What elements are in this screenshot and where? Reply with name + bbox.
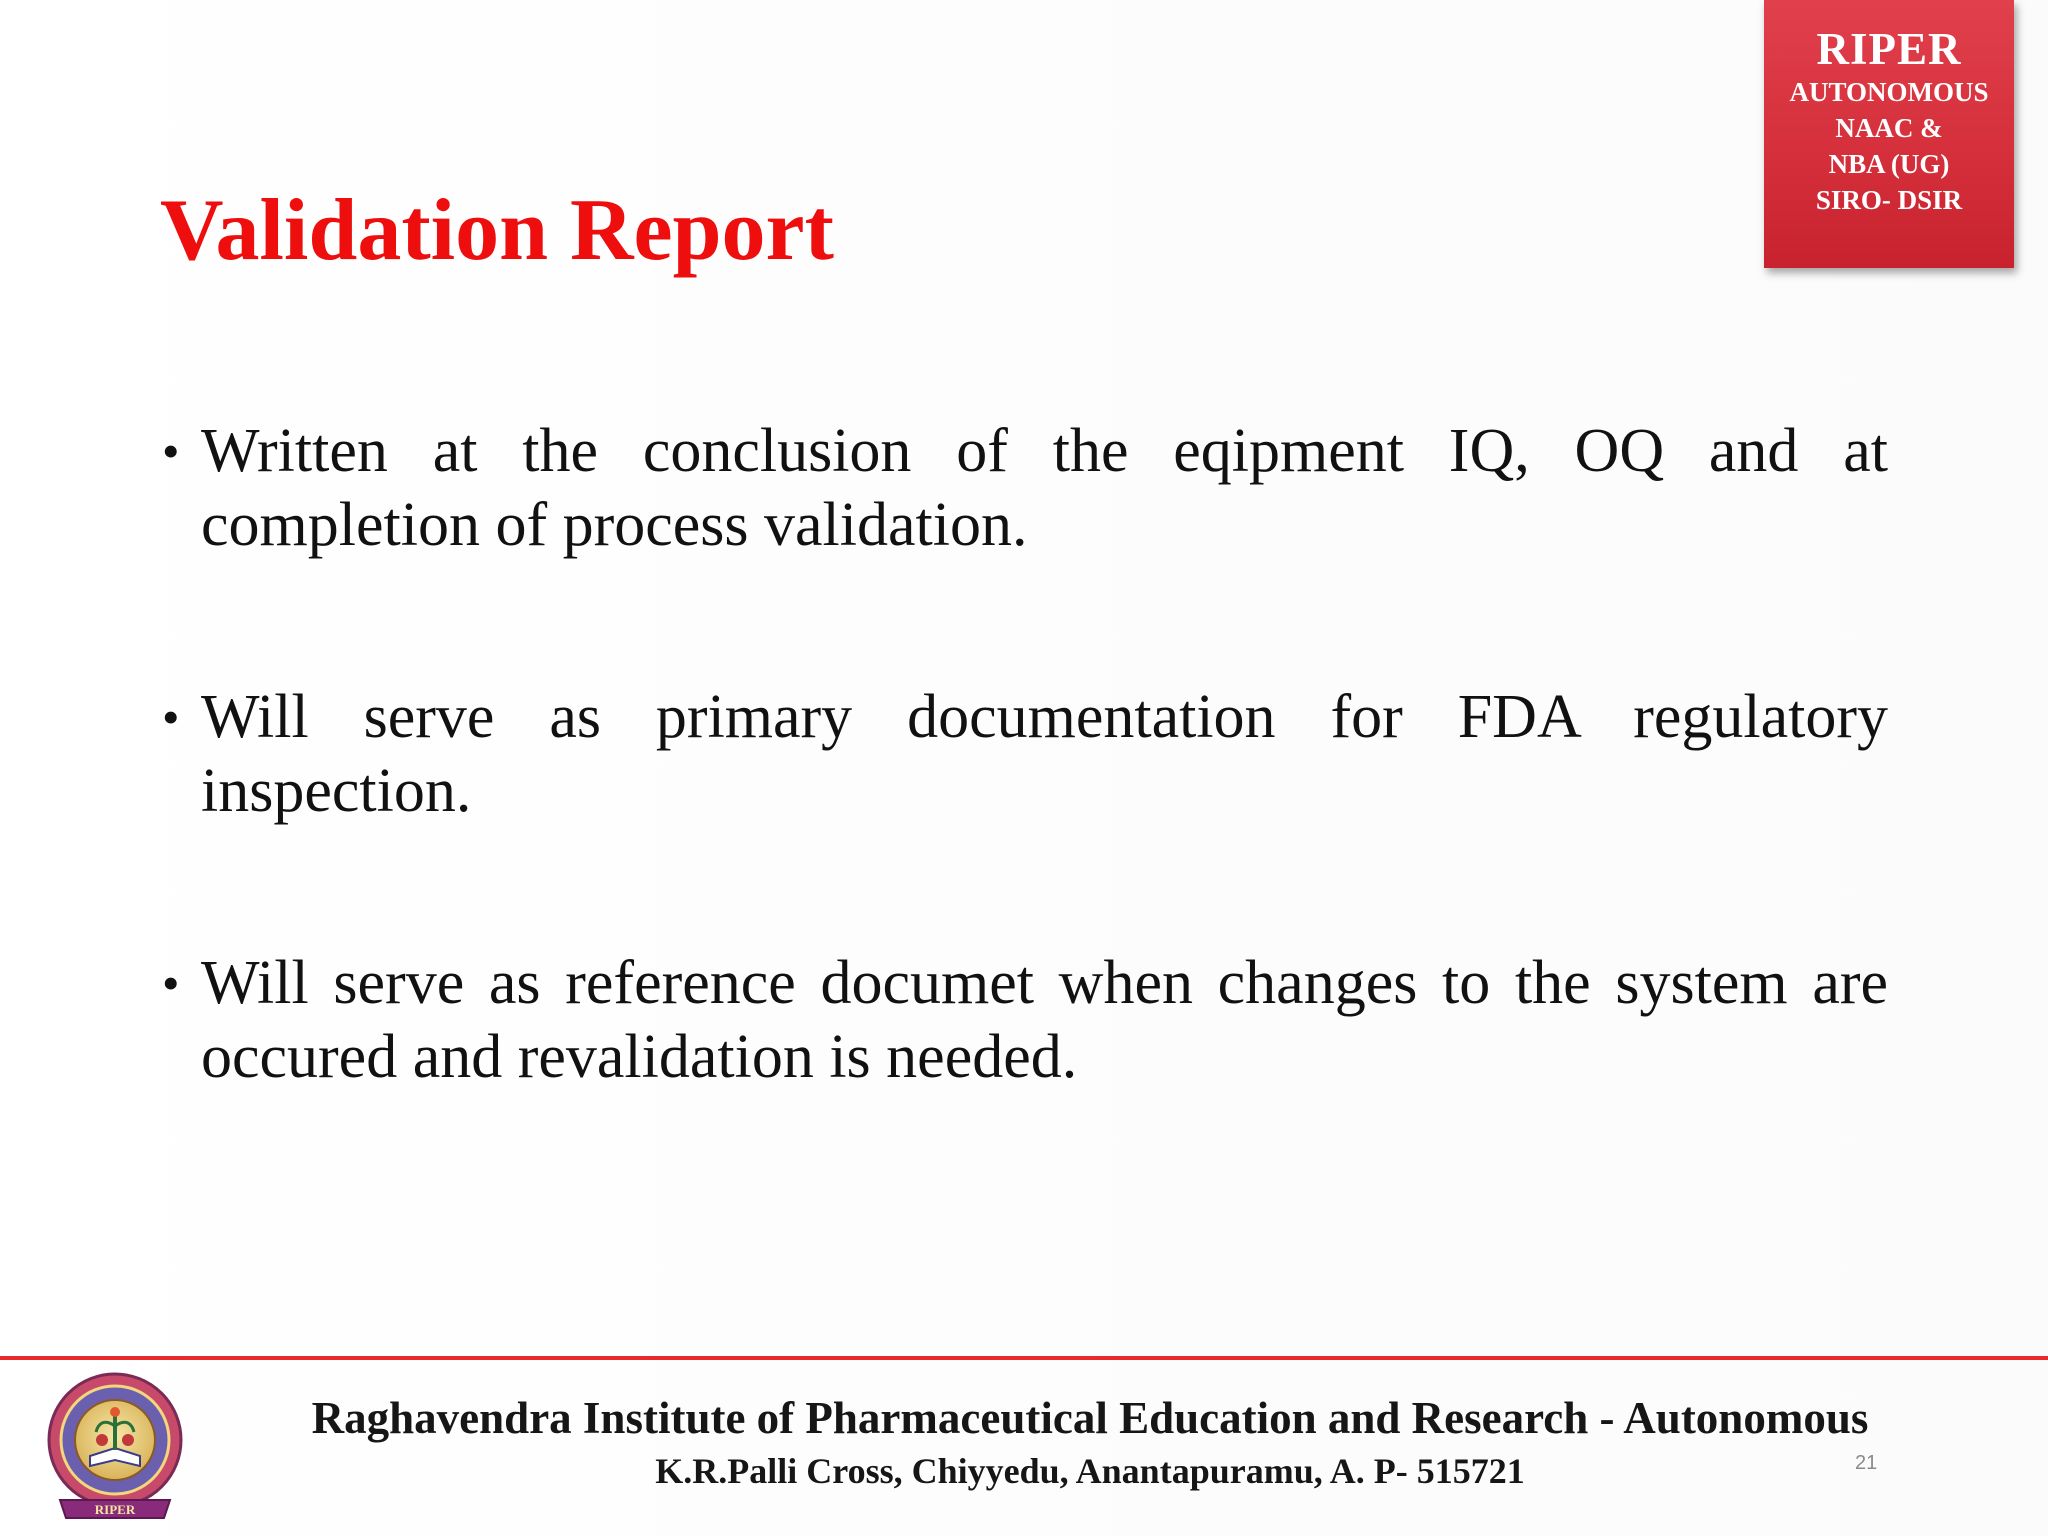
institute-address: K.R.Palli Cross, Chiyyedu, Anantapuramu, A. P- 515721	[655, 1451, 1525, 1491]
bullet-item	[160, 414, 1888, 562]
bullet-item	[160, 680, 1888, 828]
badge-line-siro: SIRO- DSIR	[1815, 185, 1963, 215]
bullet-dot-icon: •	[162, 689, 180, 745]
bullet-dot-icon: •	[162, 423, 180, 479]
bullet-text: Written at the conclusion of the eqipment IQ, OQ and at completion of process validation.	[201, 417, 1888, 559]
badge-line-nba: NBA (UG)	[1828, 149, 1950, 179]
accreditation-badge	[1764, 0, 2014, 268]
institute-name: Raghavendra Institute of Pharmaceutical Education and Research - Autonomous	[311, 1393, 1869, 1443]
bullet-dot-icon: •	[162, 955, 180, 1011]
badge-line-autonomous: AUTONOMOUS	[1789, 77, 1989, 107]
badge-line-naac: NAAC &	[1835, 113, 1943, 143]
page-number: 21	[1855, 1452, 1878, 1474]
bullet-text: Will serve as reference documet when changes to the system are occured and revalidation is needed.	[201, 949, 1888, 1091]
logo-ribbon-text: RIPER	[94, 1502, 136, 1517]
college-seal-icon	[38, 1368, 192, 1528]
footer-divider	[0, 1356, 2048, 1360]
bullet-item	[160, 946, 1888, 1094]
bullet-text: Will serve as primary documentation for FDA regulatory inspection.	[201, 683, 1888, 825]
bullet-list	[160, 414, 1888, 1212]
badge-title: RIPER	[1816, 24, 1962, 74]
slide-title: Validation Report	[160, 182, 834, 279]
